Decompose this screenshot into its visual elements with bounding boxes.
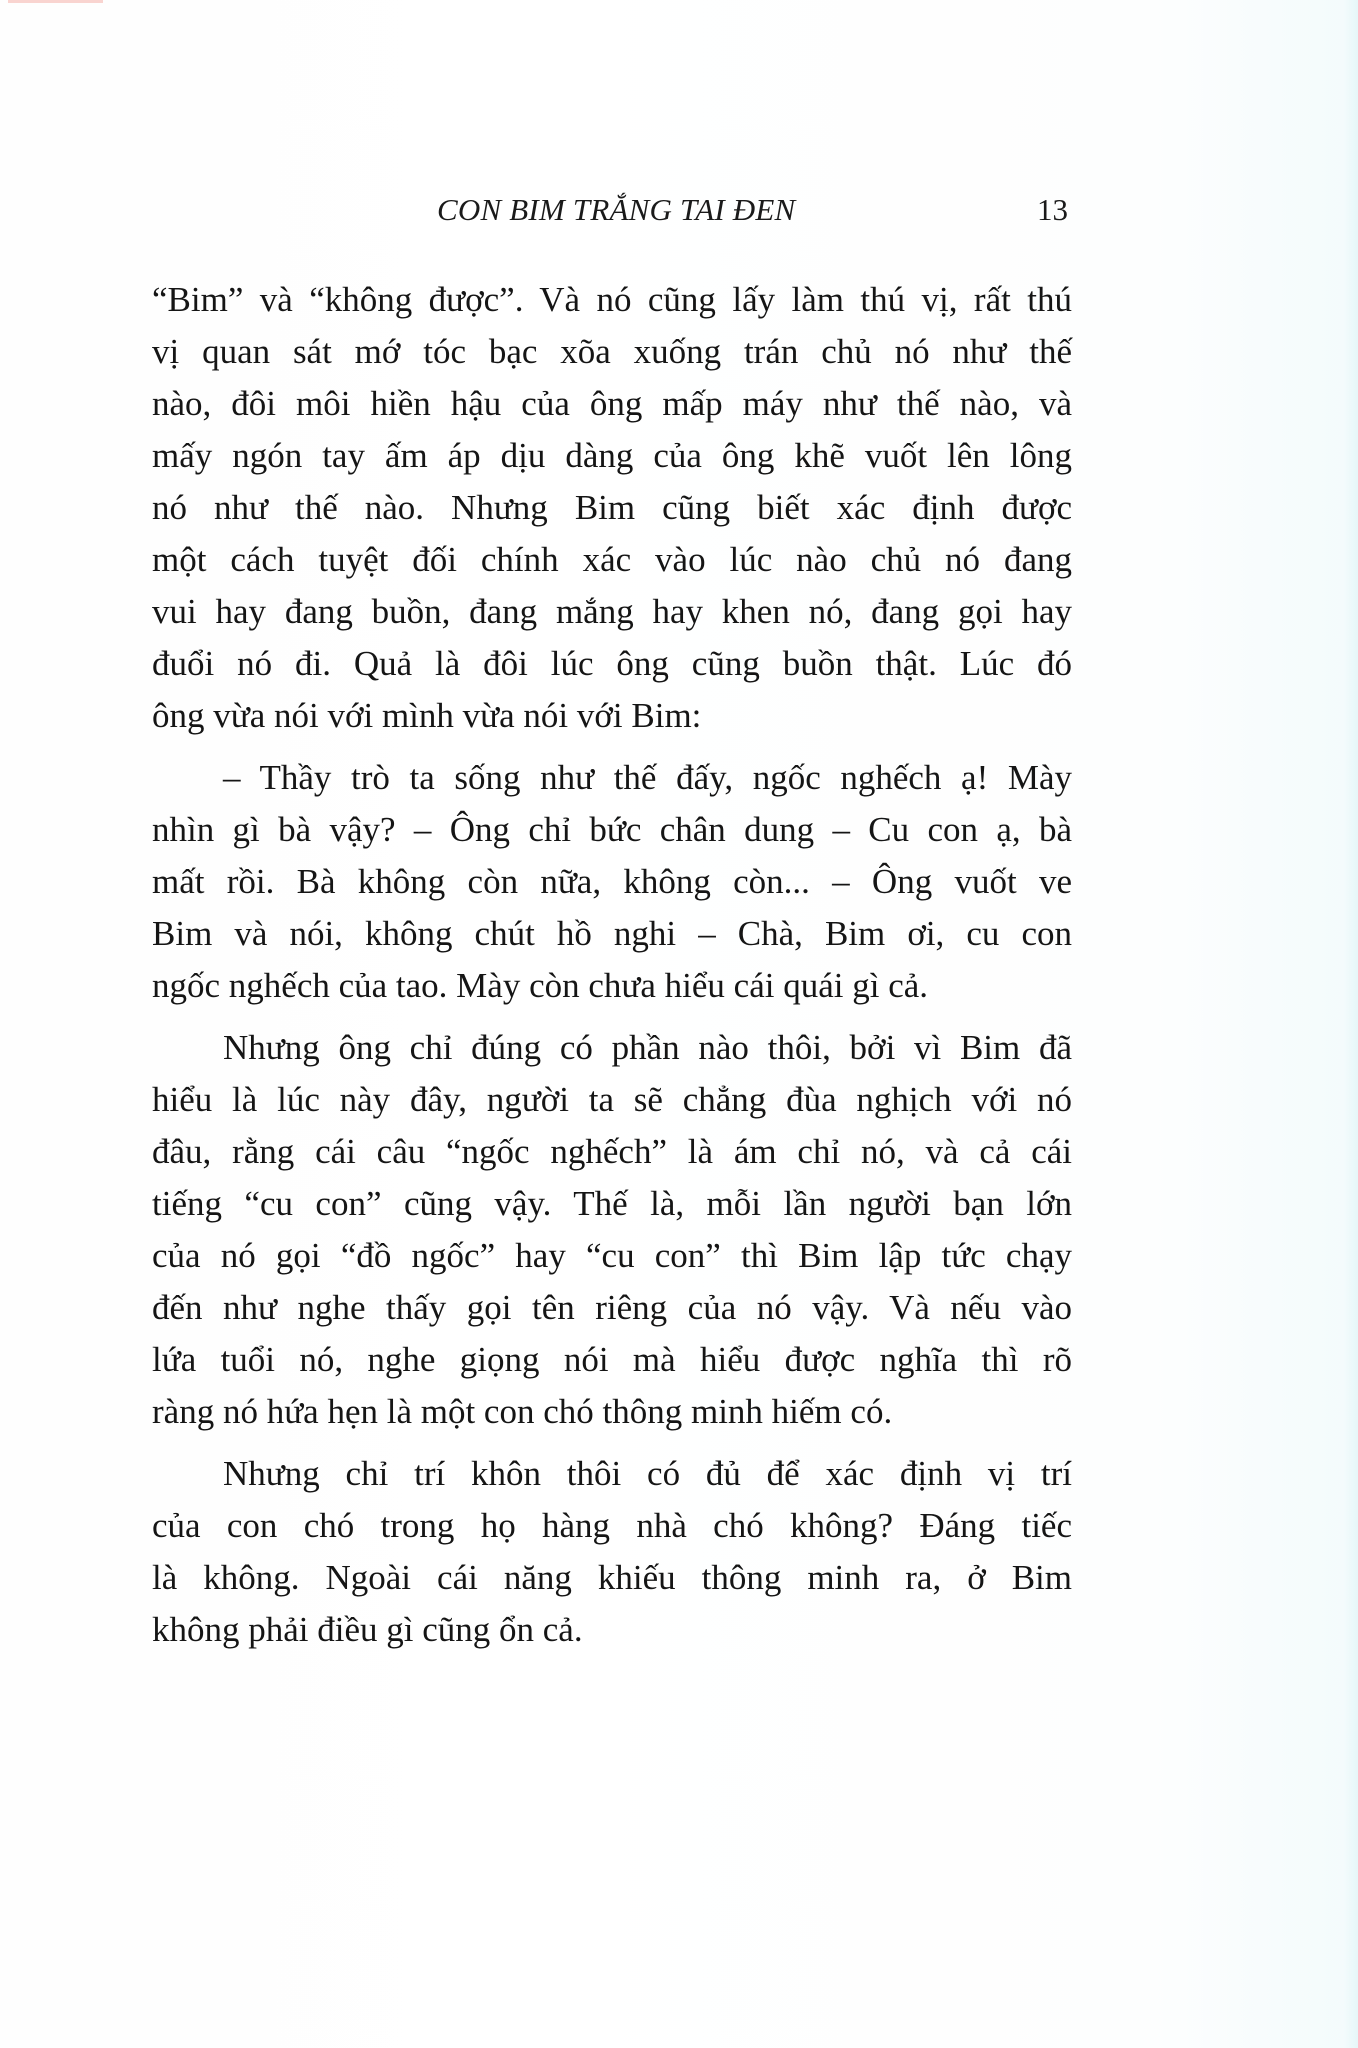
text-line: nào, đôi môi hiền hậu của ông mấp máy như thế nào, và [152, 384, 1072, 423]
text-line: mất rồi. Bà không còn nữa, không còn... – Ông vuốt ve [152, 862, 1072, 901]
text-line: ngốc nghếch của tao. Mày còn chưa hiểu cái quái gì cả. [152, 966, 929, 1005]
text-line: Nhưng ông chỉ đúng có phần nào thôi, bởi vì Bim đã [223, 1028, 1072, 1067]
text-line: hiểu là lúc này đây, người ta sẽ chẳng đùa nghịch với nó [152, 1080, 1072, 1119]
text-line: tiếng “cu con” cũng vậy. Thế là, mỗi lần người bạn lớn [152, 1184, 1072, 1223]
text-line: ràng nó hứa hẹn là một con chó thông minh hiếm có. [152, 1392, 893, 1431]
text-line: đuổi nó đi. Quả là đôi lúc ông cũng buồn thật. Lúc đó [152, 644, 1072, 683]
text-line: không phải điều gì cũng ổn cả. [152, 1610, 583, 1649]
text-line: – Thầy trò ta sống như thế đấy, ngốc nghếch ạ! Mày [223, 758, 1072, 797]
text-line: nhìn gì bà vậy? – Ông chỉ bức chân dung – Cu con ạ, bà [152, 810, 1072, 849]
text-line: Nhưng chỉ trí khôn thôi có đủ để xác định vị trí [223, 1454, 1072, 1493]
text-line: một cách tuyệt đối chính xác vào lúc nào chủ nó đang [152, 540, 1072, 579]
paragraph-1 [152, 274, 1072, 742]
page-edge-shadow [1344, 0, 1358, 2048]
text-line: của con chó trong họ hàng nhà chó không? Đáng tiếc [152, 1506, 1072, 1545]
paragraph-2-dialogue [152, 752, 1072, 1012]
text-line: ông vừa nói với mình vừa nói với Bim: [152, 696, 702, 735]
text-line: mấy ngón tay ấm áp dịu dàng của ông khẽ vuốt lên lông [152, 436, 1072, 475]
running-title: CON BIM TRẮNG TAI ĐEN [437, 192, 796, 227]
page-number: 13 [1037, 192, 1068, 227]
text-line: đâu, rằng cái câu “ngốc nghếch” là ám chỉ nó, và cả cái [152, 1132, 1072, 1171]
text-line: lứa tuổi nó, nghe giọng nói mà hiểu được nghĩa thì rõ [152, 1340, 1072, 1379]
running-header [152, 190, 1072, 230]
text-line: “Bim” và “không được”. Và nó cũng lấy làm thú vị, rất thú [152, 280, 1072, 319]
text-line: nó như thế nào. Nhưng Bim cũng biết xác định được [152, 488, 1072, 527]
paragraph-3 [152, 1022, 1072, 1438]
text-line: vị quan sát mớ tóc bạc xõa xuống trán chủ nó như thế [152, 332, 1072, 371]
scan-edge-mark [8, 0, 103, 3]
text-line: đến như nghe thấy gọi tên riêng của nó vậy. Và nếu vào [152, 1288, 1072, 1327]
text-line: là không. Ngoài cái năng khiếu thông minh ra, ở Bim [152, 1558, 1072, 1597]
body-text [152, 274, 1072, 1666]
text-line: vui hay đang buồn, đang mắng hay khen nó, đang gọi hay [152, 592, 1072, 631]
text-line: của nó gọi “đồ ngốc” hay “cu con” thì Bim lập tức chạy [152, 1236, 1072, 1275]
paragraph-4 [152, 1448, 1072, 1656]
text-line: Bim và nói, không chút hồ nghi – Chà, Bim ơi, cu con [152, 914, 1072, 953]
